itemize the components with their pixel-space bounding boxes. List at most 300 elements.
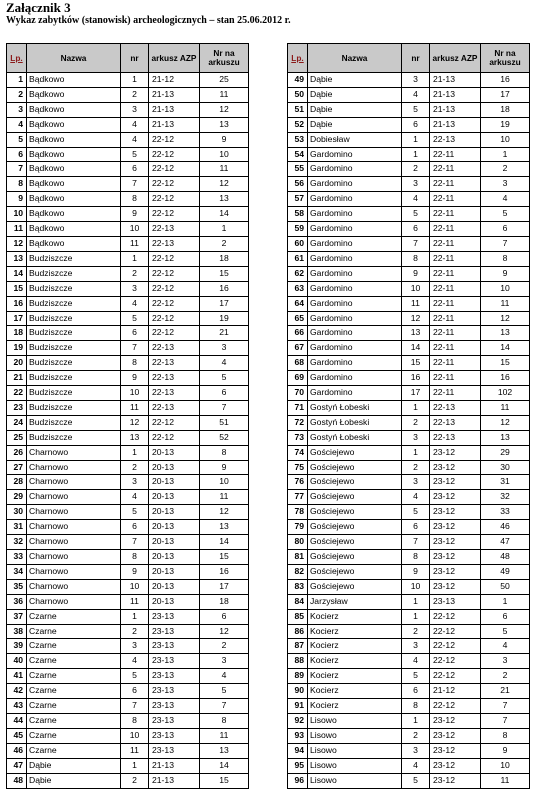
cell-lp: 29 [7, 490, 27, 505]
table-row [7, 579, 249, 594]
cell-lp: 93 [288, 728, 308, 743]
header-nazwa: Nazwa [27, 44, 121, 73]
cell-arkusz: 21-13 [149, 773, 200, 788]
table-row [7, 713, 249, 728]
cell-nr-na-arkuszu: 32 [481, 490, 530, 505]
table-row [7, 564, 249, 579]
cell-nazwa: Bądkowo [27, 132, 121, 147]
cell-lp: 21 [7, 371, 27, 386]
cell-nazwa: Charnowo [27, 520, 121, 535]
cell-arkusz: 23-12 [430, 445, 481, 460]
cell-nazwa: Charnowo [27, 535, 121, 550]
cell-arkusz: 22-13 [149, 222, 200, 237]
cell-nr: 1 [402, 594, 430, 609]
cell-nr: 7 [121, 535, 149, 550]
cell-nr: 5 [402, 669, 430, 684]
cell-lp: 7 [7, 162, 27, 177]
cell-arkusz: 22-12 [430, 639, 481, 654]
cell-nr: 3 [402, 743, 430, 758]
table-row [7, 415, 249, 430]
table-row [7, 386, 249, 401]
cell-arkusz: 23-12 [430, 550, 481, 565]
header-lp: Lp. [7, 44, 27, 73]
cell-nr-na-arkuszu: 102 [481, 386, 530, 401]
cell-lp: 61 [288, 251, 308, 266]
table-row [288, 699, 530, 714]
cell-nr: 8 [121, 713, 149, 728]
table-row [7, 162, 249, 177]
cell-lp: 17 [7, 311, 27, 326]
cell-arkusz: 23-13 [149, 684, 200, 699]
cell-nr-na-arkuszu: 2 [200, 236, 249, 251]
cell-lp: 65 [288, 311, 308, 326]
cell-lp: 92 [288, 713, 308, 728]
cell-nr-na-arkuszu: 50 [481, 579, 530, 594]
cell-nr-na-arkuszu: 21 [200, 326, 249, 341]
cell-arkusz: 20-13 [149, 579, 200, 594]
table-row [7, 132, 249, 147]
table-row [7, 87, 249, 102]
cell-nr: 5 [402, 102, 430, 117]
cell-lp: 53 [288, 132, 308, 147]
cell-nr-na-arkuszu: 14 [481, 341, 530, 356]
table-row [288, 758, 530, 773]
table-row [288, 535, 530, 550]
cell-nr-na-arkuszu: 17 [200, 296, 249, 311]
cell-lp: 81 [288, 550, 308, 565]
cell-nr-na-arkuszu: 9 [481, 743, 530, 758]
table-row [7, 699, 249, 714]
cell-nr-na-arkuszu: 4 [481, 639, 530, 654]
cell-nazwa: Gardomino [308, 326, 402, 341]
cell-nr: 6 [402, 684, 430, 699]
cell-nr-na-arkuszu: 12 [200, 505, 249, 520]
cell-nr-na-arkuszu: 3 [481, 177, 530, 192]
table-row [288, 430, 530, 445]
cell-nazwa: Czarne [27, 654, 121, 669]
cell-nazwa: Charnowo [27, 550, 121, 565]
cell-arkusz: 23-12 [430, 535, 481, 550]
cell-nr: 12 [402, 311, 430, 326]
cell-lp: 79 [288, 520, 308, 535]
cell-nr: 11 [121, 743, 149, 758]
cell-arkusz: 22-11 [430, 281, 481, 296]
cell-nazwa: Budziszcze [27, 266, 121, 281]
cell-nazwa: Dąbie [27, 758, 121, 773]
cell-nr-na-arkuszu: 11 [481, 400, 530, 415]
cell-nr-na-arkuszu: 15 [200, 266, 249, 281]
cell-arkusz: 22-11 [430, 251, 481, 266]
cell-nr: 15 [402, 356, 430, 371]
cell-nr: 11 [121, 236, 149, 251]
table-row [288, 177, 530, 192]
cell-nazwa: Dąbie [27, 773, 121, 788]
table-row [7, 460, 249, 475]
cell-nr: 4 [121, 490, 149, 505]
table-row [7, 311, 249, 326]
cell-arkusz: 22-12 [149, 415, 200, 430]
cell-nr-na-arkuszu: 31 [481, 475, 530, 490]
cell-lp: 14 [7, 266, 27, 281]
cell-arkusz: 20-13 [149, 535, 200, 550]
cell-arkusz: 22-12 [430, 624, 481, 639]
cell-arkusz: 22-12 [430, 669, 481, 684]
cell-arkusz: 22-13 [149, 356, 200, 371]
cell-nazwa: Czarne [27, 684, 121, 699]
cell-nr: 10 [121, 579, 149, 594]
cell-nr: 2 [402, 624, 430, 639]
cell-arkusz: 23-12 [430, 460, 481, 475]
cell-arkusz: 23-12 [430, 743, 481, 758]
cell-nazwa: Budziszcze [27, 251, 121, 266]
cell-nr-na-arkuszu: 12 [481, 415, 530, 430]
cell-nr: 6 [402, 222, 430, 237]
cell-lp: 80 [288, 535, 308, 550]
cell-arkusz: 21-12 [149, 73, 200, 88]
cell-nr-na-arkuszu: 9 [200, 460, 249, 475]
cell-nr: 5 [121, 311, 149, 326]
cell-nr-na-arkuszu: 2 [200, 639, 249, 654]
cell-nazwa: Kocierz [308, 699, 402, 714]
table-row [7, 117, 249, 132]
cell-nr-na-arkuszu: 5 [200, 684, 249, 699]
cell-nr-na-arkuszu: 8 [481, 728, 530, 743]
cell-nazwa: Gardomino [308, 341, 402, 356]
cell-lp: 84 [288, 594, 308, 609]
cell-arkusz: 23-13 [149, 639, 200, 654]
cell-nr: 2 [121, 266, 149, 281]
cell-lp: 85 [288, 609, 308, 624]
header-lp: Lp. [288, 44, 308, 73]
cell-nr-na-arkuszu: 16 [481, 371, 530, 386]
table-row [288, 102, 530, 117]
cell-lp: 50 [288, 87, 308, 102]
table-row [288, 669, 530, 684]
cell-nazwa: Charnowo [27, 460, 121, 475]
cell-nazwa: Gardomino [308, 207, 402, 222]
cell-nazwa: Budziszcze [27, 371, 121, 386]
cell-arkusz: 22-11 [430, 386, 481, 401]
cell-lp: 10 [7, 207, 27, 222]
cell-arkusz: 22-12 [430, 654, 481, 669]
cell-lp: 59 [288, 222, 308, 237]
cell-nr: 10 [121, 728, 149, 743]
table-header-row [288, 44, 530, 73]
cell-nazwa: Dąbie [308, 87, 402, 102]
table-row [7, 550, 249, 565]
cell-arkusz: 21-13 [430, 87, 481, 102]
cell-nazwa: Charnowo [27, 445, 121, 460]
cell-arkusz: 22-12 [149, 147, 200, 162]
cell-nr: 1 [121, 609, 149, 624]
cell-nr-na-arkuszu: 10 [481, 281, 530, 296]
cell-nr: 12 [121, 415, 149, 430]
table-row [7, 192, 249, 207]
cell-arkusz: 20-13 [149, 505, 200, 520]
cell-nr: 4 [402, 490, 430, 505]
cell-nr: 3 [402, 475, 430, 490]
cell-nr: 9 [121, 371, 149, 386]
cell-nr-na-arkuszu: 8 [200, 713, 249, 728]
cell-nazwa: Bądkowo [27, 222, 121, 237]
cell-lp: 22 [7, 386, 27, 401]
cell-nazwa: Budziszcze [27, 415, 121, 430]
cell-nazwa: Gościejewo [308, 490, 402, 505]
cell-nazwa: Budziszcze [27, 356, 121, 371]
cell-arkusz: 21-13 [430, 102, 481, 117]
table-row [7, 430, 249, 445]
table-row [7, 684, 249, 699]
cell-nr-na-arkuszu: 29 [481, 445, 530, 460]
cell-nr-na-arkuszu: 16 [200, 564, 249, 579]
table-row [288, 773, 530, 788]
table-row [7, 505, 249, 520]
cell-nr-na-arkuszu: 13 [481, 326, 530, 341]
cell-nr-na-arkuszu: 13 [200, 520, 249, 535]
cell-lp: 64 [288, 296, 308, 311]
cell-nr-na-arkuszu: 5 [200, 371, 249, 386]
cell-nr: 1 [121, 73, 149, 88]
cell-nr-na-arkuszu: 6 [200, 609, 249, 624]
table-row [288, 400, 530, 415]
cell-nr: 6 [121, 520, 149, 535]
cell-nr-na-arkuszu: 10 [481, 132, 530, 147]
cell-arkusz: 23-12 [430, 490, 481, 505]
cell-lp: 19 [7, 341, 27, 356]
cell-nr: 2 [402, 162, 430, 177]
cell-nazwa: Budziszcze [27, 430, 121, 445]
table-row [7, 400, 249, 415]
cell-lp: 44 [7, 713, 27, 728]
table-row [7, 371, 249, 386]
cell-nr: 3 [121, 102, 149, 117]
page-title: Załącznik 3 [6, 0, 71, 15]
cell-lp: 75 [288, 460, 308, 475]
cell-nazwa: Bądkowo [27, 102, 121, 117]
cell-nr: 1 [402, 132, 430, 147]
cell-nazwa: Budziszcze [27, 400, 121, 415]
cell-nazwa: Czarne [27, 624, 121, 639]
cell-nazwa: Bądkowo [27, 87, 121, 102]
cell-nazwa: Budziszcze [27, 326, 121, 341]
cell-nazwa: Gościejewo [308, 520, 402, 535]
cell-lp: 23 [7, 400, 27, 415]
table-row [7, 207, 249, 222]
cell-arkusz: 23-12 [430, 505, 481, 520]
cell-lp: 72 [288, 415, 308, 430]
header-nr: nr [402, 44, 430, 73]
cell-nazwa: Gościejewo [308, 579, 402, 594]
table-row [7, 356, 249, 371]
cell-nr-na-arkuszu: 11 [200, 728, 249, 743]
cell-arkusz: 21-13 [149, 87, 200, 102]
cell-arkusz: 23-12 [430, 475, 481, 490]
cell-lp: 47 [7, 758, 27, 773]
cell-nr-na-arkuszu: 12 [481, 311, 530, 326]
cell-lp: 67 [288, 341, 308, 356]
cell-nr: 4 [121, 132, 149, 147]
cell-nr-na-arkuszu: 6 [200, 386, 249, 401]
cell-nazwa: Bądkowo [27, 162, 121, 177]
cell-nazwa: Gardomino [308, 371, 402, 386]
header-nazwa: Nazwa [308, 44, 402, 73]
cell-arkusz: 22-12 [149, 326, 200, 341]
table-row [288, 296, 530, 311]
table-row [288, 460, 530, 475]
cell-nazwa: Gardomino [308, 356, 402, 371]
cell-arkusz: 21-13 [149, 102, 200, 117]
cell-nazwa: Czarne [27, 728, 121, 743]
cell-nr-na-arkuszu: 13 [200, 117, 249, 132]
cell-lp: 43 [7, 699, 27, 714]
cell-lp: 4 [7, 117, 27, 132]
table-row [288, 266, 530, 281]
table-body-right [288, 73, 530, 789]
monuments-table-left [6, 43, 249, 789]
table-row [7, 669, 249, 684]
table-row [7, 296, 249, 311]
cell-arkusz: 23-13 [149, 654, 200, 669]
cell-arkusz: 22-12 [149, 296, 200, 311]
cell-nazwa: Budziszcze [27, 386, 121, 401]
cell-arkusz: 22-11 [430, 371, 481, 386]
cell-nr-na-arkuszu: 15 [200, 550, 249, 565]
cell-nr-na-arkuszu: 8 [200, 445, 249, 460]
cell-nazwa: Gościejewo [308, 564, 402, 579]
cell-nr: 3 [402, 73, 430, 88]
cell-nazwa: Gardomino [308, 281, 402, 296]
table-row [288, 728, 530, 743]
table-row [288, 73, 530, 88]
table-row [7, 773, 249, 788]
cell-nr-na-arkuszu: 49 [481, 564, 530, 579]
cell-lp: 74 [288, 445, 308, 460]
cell-nr: 8 [121, 192, 149, 207]
cell-arkusz: 22-11 [430, 147, 481, 162]
cell-nazwa: Kocierz [308, 609, 402, 624]
table-row [288, 311, 530, 326]
table-row [7, 728, 249, 743]
cell-nazwa: Gardomino [308, 147, 402, 162]
cell-arkusz: 20-13 [149, 445, 200, 460]
cell-nr: 8 [402, 251, 430, 266]
cell-nazwa: Dąbie [308, 73, 402, 88]
cell-nr: 4 [121, 296, 149, 311]
cell-nr: 4 [402, 758, 430, 773]
cell-arkusz: 22-12 [149, 192, 200, 207]
cell-nazwa: Gostyń Łobeski [308, 415, 402, 430]
cell-nazwa: Gardomino [308, 386, 402, 401]
cell-nr-na-arkuszu: 10 [200, 475, 249, 490]
cell-nr: 4 [402, 192, 430, 207]
cell-nr-na-arkuszu: 7 [481, 699, 530, 714]
cell-nr-na-arkuszu: 18 [200, 594, 249, 609]
cell-nr-na-arkuszu: 17 [481, 87, 530, 102]
cell-nr: 7 [121, 699, 149, 714]
table-row [7, 147, 249, 162]
cell-nazwa: Charnowo [27, 579, 121, 594]
cell-nr: 9 [402, 266, 430, 281]
cell-nazwa: Czarne [27, 639, 121, 654]
cell-nazwa: Charnowo [27, 475, 121, 490]
cell-arkusz: 22-12 [430, 699, 481, 714]
cell-nr-na-arkuszu: 25 [200, 73, 249, 88]
cell-nr-na-arkuszu: 12 [200, 177, 249, 192]
cell-arkusz: 23-13 [430, 594, 481, 609]
cell-nr-na-arkuszu: 14 [200, 207, 249, 222]
cell-nr-na-arkuszu: 4 [481, 192, 530, 207]
cell-nazwa: Lisowo [308, 758, 402, 773]
cell-arkusz: 21-12 [430, 684, 481, 699]
table-row [288, 236, 530, 251]
cell-nazwa: Gardomino [308, 177, 402, 192]
cell-lp: 66 [288, 326, 308, 341]
cell-nr: 10 [402, 579, 430, 594]
header-nr: nr [121, 44, 149, 73]
cell-nr: 3 [121, 281, 149, 296]
cell-nr: 5 [402, 773, 430, 788]
cell-nr-na-arkuszu: 52 [200, 430, 249, 445]
cell-arkusz: 23-12 [430, 579, 481, 594]
cell-nr: 6 [121, 162, 149, 177]
cell-nazwa: Kocierz [308, 654, 402, 669]
cell-nazwa: Dobiesław [308, 132, 402, 147]
cell-nr: 1 [402, 445, 430, 460]
cell-nr-na-arkuszu: 11 [200, 87, 249, 102]
cell-arkusz: 20-13 [149, 594, 200, 609]
cell-arkusz: 20-13 [149, 564, 200, 579]
cell-nr: 7 [402, 236, 430, 251]
cell-nr: 2 [402, 460, 430, 475]
cell-nr-na-arkuszu: 14 [200, 535, 249, 550]
cell-arkusz: 21-13 [430, 73, 481, 88]
cell-nr: 2 [121, 460, 149, 475]
table-row [288, 192, 530, 207]
cell-nazwa: Budziszcze [27, 296, 121, 311]
cell-arkusz: 22-12 [149, 251, 200, 266]
cell-nazwa: Czarne [27, 713, 121, 728]
table-row [7, 639, 249, 654]
cell-arkusz: 22-12 [149, 132, 200, 147]
cell-lp: 39 [7, 639, 27, 654]
table-row [288, 371, 530, 386]
table-row [288, 579, 530, 594]
cell-lp: 11 [7, 222, 27, 237]
cell-lp: 48 [7, 773, 27, 788]
cell-lp: 45 [7, 728, 27, 743]
cell-lp: 8 [7, 177, 27, 192]
cell-nr: 16 [402, 371, 430, 386]
cell-lp: 89 [288, 669, 308, 684]
cell-nr: 10 [121, 222, 149, 237]
table-row [7, 341, 249, 356]
table-row [288, 743, 530, 758]
cell-nr: 7 [121, 341, 149, 356]
cell-nr: 14 [402, 341, 430, 356]
cell-arkusz: 22-12 [149, 162, 200, 177]
table-row [288, 490, 530, 505]
cell-nr: 5 [121, 147, 149, 162]
cell-lp: 33 [7, 550, 27, 565]
cell-arkusz: 22-12 [149, 281, 200, 296]
cell-lp: 32 [7, 535, 27, 550]
cell-lp: 83 [288, 579, 308, 594]
table-row [288, 445, 530, 460]
cell-nr-na-arkuszu: 10 [481, 758, 530, 773]
cell-nazwa: Gardomino [308, 162, 402, 177]
cell-lp: 90 [288, 684, 308, 699]
cell-lp: 2 [7, 87, 27, 102]
